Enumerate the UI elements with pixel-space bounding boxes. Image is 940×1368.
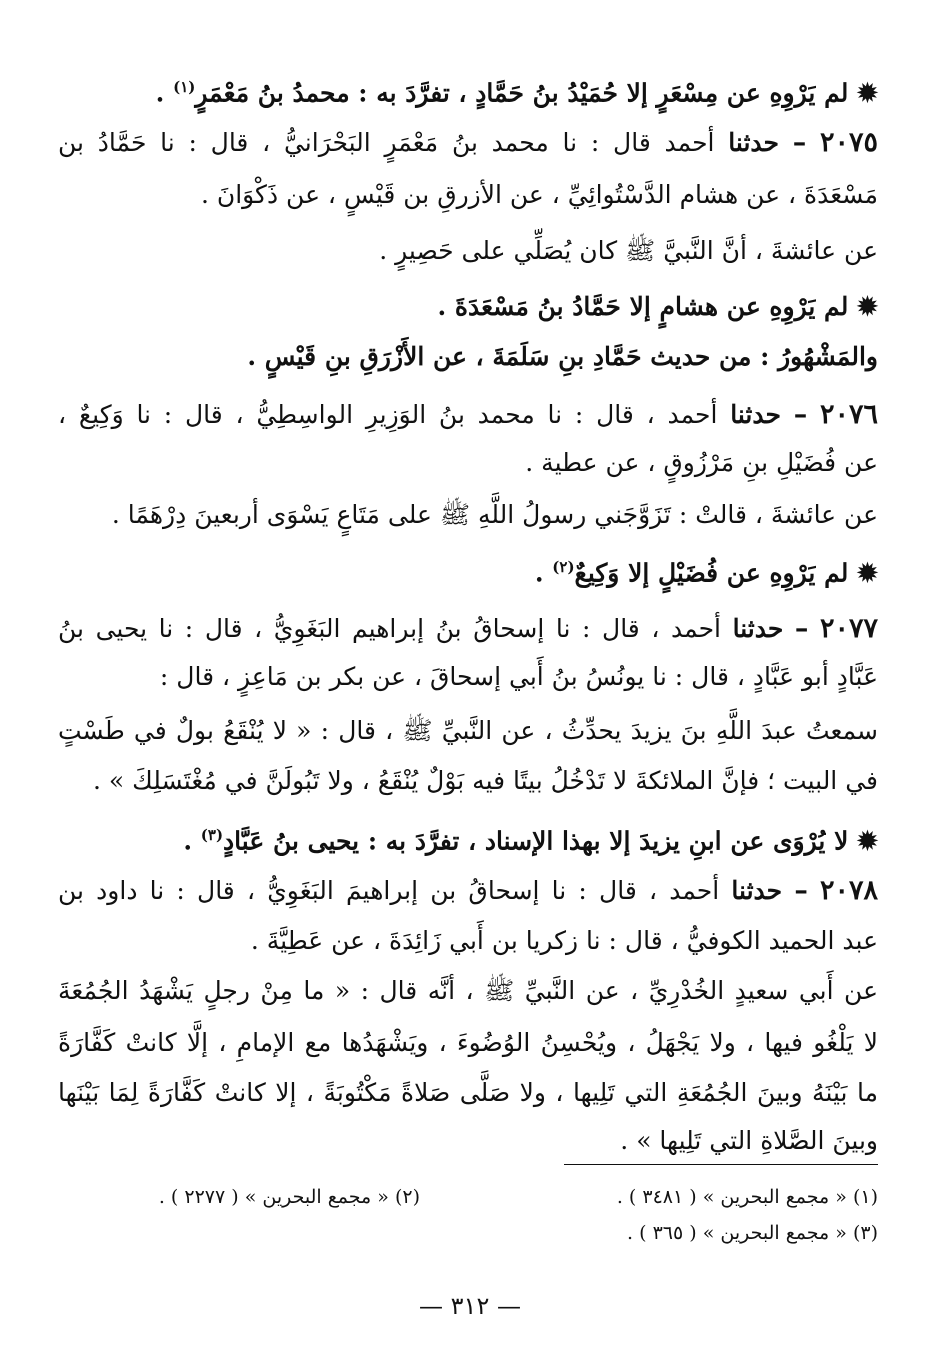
footnote-2: (٢) « مجمع البحرين » ( ٢٢٧٧ ) . [158, 1186, 420, 1208]
hadith-2075-line-2 [58, 178, 878, 212]
note-text: لم يَرْوِهِ عن هشامٍ إلا حَمَّادُ بنُ مَسْعَدَةَ . [437, 292, 849, 321]
footnote-3: (٣) « مجمع البحرين » ( ٣٦٥ ) . [627, 1222, 878, 1244]
hadith-lead-word: حدثنا [732, 614, 784, 643]
hadith-lead-word: حدثنا [728, 128, 779, 157]
sentence-end: . [534, 558, 544, 588]
hadith-2077-line-2 [58, 660, 878, 694]
hadith-2077-matn-1 [58, 714, 878, 748]
star-marker: ✹ [857, 558, 878, 588]
matn-text: وبينَ الصَّلاةِ التي تَلِيها » . [620, 1126, 878, 1155]
matn-text: عن عائشةَ ، قالتْ : تَزَوَّجَني رسولُ اللَّهِ ﷺ على مَتَاعٍ يَسْوَى أربعينَ دِرْهَمًا . [111, 500, 878, 529]
hadith-number: ٢٠٧٥ [820, 127, 879, 158]
hadith-number: ٢٠٧٨ [820, 875, 879, 906]
isnad-text: عبد الحميد الكوفيُّ ، قال : نا زكريا بن أَبي زَائِدَةَ ، عن عَطِيَّةَ . [250, 926, 878, 955]
hadith-lead-word: حدثنا [731, 876, 783, 905]
hadith-2075-matn [58, 234, 878, 268]
sentence-end: . [155, 78, 165, 108]
hadith-2077-line-1 [58, 612, 878, 646]
isnad-text: مَسْعَدَةَ ، عن هشام الدَّسْتُوائِيِّ ، عن الأزرقِ بن قَيْسٍ ، عن ذَكْوَانَ . [200, 180, 878, 209]
hadith-lead-word: حدثنا [730, 400, 781, 429]
hadith-2078-matn-4 [58, 1124, 878, 1158]
footnote-ref: (١) [173, 78, 196, 96]
star-marker: ✹ [857, 292, 878, 321]
isnad-text: أحمد ، قال : نا محمد بنُ الوَزِيرِ الواسِطِيُّ ، قال : نا وَكِيعٌ ، [58, 400, 718, 429]
hadith-2075-line-1 [58, 126, 878, 160]
number-dash: – [793, 399, 808, 430]
note-text: لم يَرْوِهِ عن مِسْعَرٍ إلا حُمَيْدُ بنُ حَمَّادٍ ، تفرَّدَ به : محمدُ بنُ مَعْمَرٍ [195, 78, 849, 108]
hadith-2076-line-2 [58, 446, 878, 480]
hadith-2076-matn [58, 498, 878, 532]
narration-note-line [58, 550, 878, 590]
isnad-text: عَبَّادٍ أبو عَبَّادٍ ، قال : نا يونُسُ بنُ أَبي إسحاقَ ، عن بكر بن مَاعِزٍ ، قال : [159, 662, 878, 691]
star-marker: ✹ [857, 826, 878, 856]
star-marker: ✹ [857, 78, 878, 108]
matn-text: عن أَبي سعيدٍ الخُدْرِيِّ ، عن النَّبيِّ ﷺ ، أنَّه قال : « ما مِنْ رجلٍ يَشْهَدُ الجُمُعَةَ [58, 976, 878, 1005]
narration-note-line [58, 340, 878, 374]
isnad-text: أحمد قال : نا محمد بنُ مَعْمَرٍ البَحْرَانيُّ ، قال : نا حَمَّادُ بن [58, 128, 715, 157]
matn-text: سمعتُ عبدَ اللَّهِ بنَ يزيدَ يحدِّثُ ، عن النَّبيِّ ﷺ ، قال : « لا يُنْقَعُ بولٌ في طَسْتٍ [58, 716, 878, 745]
hadith-2077-matn-2 [58, 764, 878, 798]
narration-note-line [58, 70, 878, 110]
isnad-text: أحمد ، قال : نا إسحاقُ بن إبراهيمَ البَغَوِيُّ ، قال : نا داود بن [58, 876, 720, 905]
matn-text: في البيت ؛ فإنَّ الملائكةَ لا تَدْخُلُ بيتًا فيه بَوْلٌ يُنْقَعُ ، ولا تَبُولَنَّ في مُغْتَسَلِكَ » . [93, 766, 878, 795]
hadith-2078-matn-2 [58, 1026, 878, 1060]
matn-text: لا يَلْغُو فيها ، ولا يَجْهَلُ ، ويُحْسِنُ الوُضُوءَ ، ويَشْهَدُها مع الإمامِ ، إلَّا كانتْ كَفَّارَةً [58, 1028, 878, 1057]
footnote-ref: (٣) [200, 826, 224, 844]
isnad-text: عن فُضَيْلِ بنِ مَرْزُوقٍ ، عن عطية . [525, 448, 878, 477]
footnote-1: (١) « مجمع البحرين » ( ٣٤٨١ ) . [616, 1186, 878, 1208]
hadith-2078-matn-3 [58, 1076, 878, 1110]
page-number: — ٣١٢ — [419, 1292, 521, 1320]
matn-text: عن عائشةَ ، أنَّ النَّبيَّ ﷺ كان يُصَلِّي على حَصِيرٍ . [379, 236, 878, 265]
narration-note-line [58, 290, 878, 324]
number-dash: – [792, 127, 807, 158]
footnote-separator [564, 1164, 878, 1165]
hadith-number: ٢٠٧٧ [819, 613, 878, 644]
note-text: لم يَرْوِهِ عن فُضَيْلٍ إلا وَكِيعٌ [574, 558, 849, 588]
isnad-text: أحمد ، قال : نا إسحاقُ بنُ إبراهيم البَغَوِيُّ ، قال : نا يحيى بنُ [58, 614, 721, 643]
note-text: والمَشْهُورُ : من حديث حَمَّادِ بنِ سَلَمَةَ ، عن الأَزْرَقِ بنِ قَيْسٍ . [247, 342, 878, 371]
number-dash: – [794, 613, 809, 644]
hadith-2078-line-2 [58, 924, 878, 958]
number-dash: – [794, 875, 808, 906]
footnote-ref: (٢) [552, 558, 575, 576]
hadith-number: ٢٠٧٦ [819, 399, 878, 430]
hadith-2078-line-1 [58, 874, 878, 908]
hadith-2078-matn-1 [58, 974, 878, 1008]
hadith-2076-line-1 [58, 398, 878, 432]
sentence-end: . [183, 826, 193, 856]
narration-note-line [58, 818, 878, 858]
note-text: لا يُرْوَى عن ابنِ يزيدَ إلا بهذا الإسناد ، تفرَّدَ به : يحيى بنُ عَبَّادٍ [223, 826, 849, 856]
matn-text: ما بَيْنَهُ وبينَ الجُمُعَةِ التي تَلِيها ، ولا صَلَّى صَلاةً مَكْتُوبَةً ، إلا كانتْ كَفَّارَةً لِمَا بَيْنَها [58, 1078, 878, 1107]
